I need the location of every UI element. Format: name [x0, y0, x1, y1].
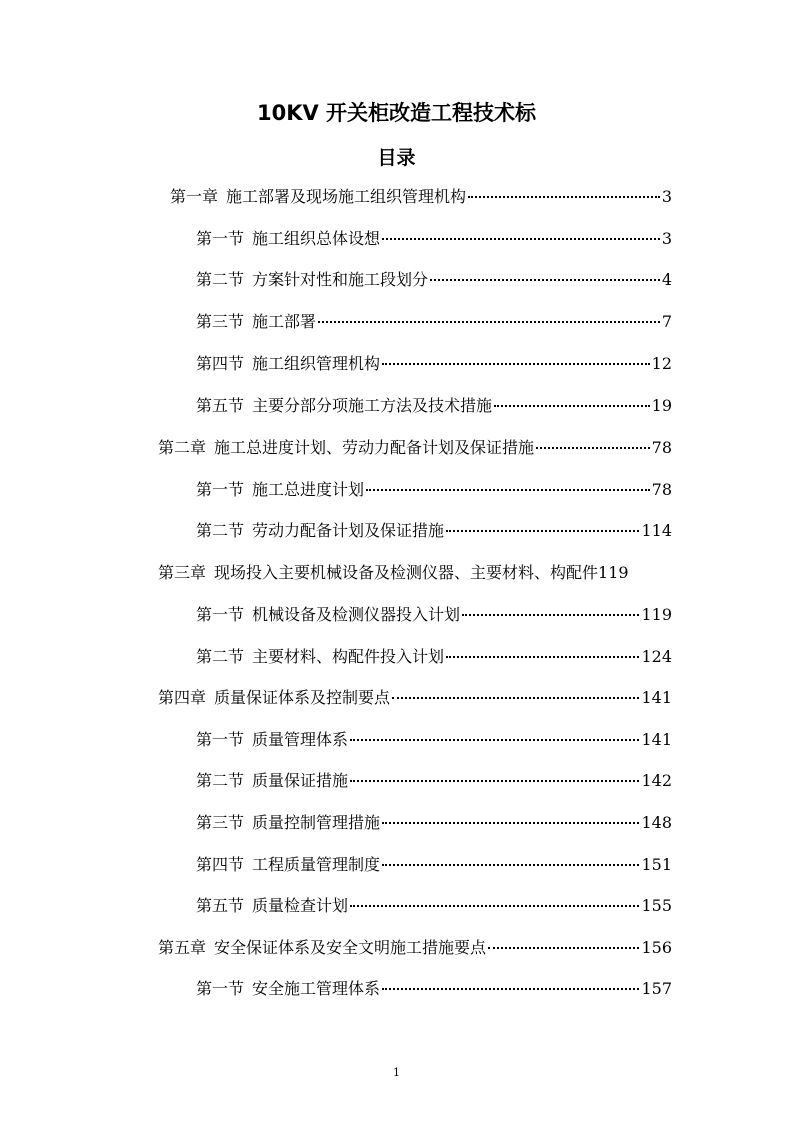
toc-entry-section[interactable]: [196, 603, 672, 627]
toc-entry-section[interactable]: [196, 227, 672, 251]
toc-entry-page: 142: [641, 771, 672, 790]
toc-leader-dots: [392, 697, 639, 699]
toc-entry-section[interactable]: [196, 645, 672, 669]
toc-leader-dots: [382, 363, 650, 365]
toc-entry-section[interactable]: [196, 519, 672, 543]
toc-entry-page: 156: [641, 938, 672, 957]
toc-leader-dots: [446, 530, 639, 532]
document-title: 10KV 开关柜改造工程技术标: [256, 101, 537, 125]
toc-entry-page: 4: [661, 270, 672, 289]
toc-leader-dots: [350, 780, 639, 782]
toc-entry-page: 7: [661, 312, 672, 331]
toc-leader-dots: [468, 196, 660, 198]
toc-entry-title: 质量管理体系: [252, 730, 349, 749]
toc-entry-number: 第三节: [196, 312, 245, 331]
toc-entry-section[interactable]: [196, 352, 672, 376]
toc-entry-page: 141: [641, 688, 672, 707]
toc-entry-title: 质量控制管理措施: [252, 813, 381, 832]
toc-entry-chapter-1[interactable]: [170, 185, 672, 209]
toc-entry-number: 第一节: [196, 229, 245, 248]
toc-leader-dots: [446, 656, 639, 658]
toc-entry-title: 劳动力配备计划及保证措施: [252, 521, 445, 540]
toc-entry-chapter-4[interactable]: [158, 686, 672, 710]
toc-leader-dots: [318, 321, 660, 323]
toc-entry-section[interactable]: [196, 478, 672, 502]
toc-entry-title: 现场投入主要机械设备及检测仪器、主要材料、构配件: [214, 563, 599, 582]
toc-entry-page: 119: [641, 605, 672, 624]
toc-entry-page: 3: [661, 229, 672, 248]
toc-entry-title: 质量检查计划: [252, 896, 349, 915]
toc-heading: 目录: [377, 147, 416, 169]
toc-entry-section[interactable]: [196, 394, 672, 418]
toc-entry-number: 第五章: [158, 938, 207, 957]
toc-entry-title: 方案针对性和施工段划分: [252, 270, 429, 289]
toc-entry-chapter-3[interactable]: [158, 561, 690, 585]
toc-entry-title: 施工总进度计划、劳动力配备计划及保证措施: [214, 438, 535, 457]
toc-entry-section[interactable]: [196, 977, 672, 1001]
toc-entry-section[interactable]: [196, 894, 672, 918]
toc-entry-number: 第四节: [196, 855, 245, 874]
toc-entry-number: 第三节: [196, 813, 245, 832]
toc-entry-page: 157: [641, 979, 672, 998]
toc-entry-number: 第五节: [196, 896, 245, 915]
toc-leader-dots: [494, 405, 650, 407]
toc-entry-title: 机械设备及检测仪器投入计划: [252, 605, 461, 624]
toc-entry-title: 施工部署: [252, 312, 317, 331]
toc-entry-page: 155: [641, 896, 672, 915]
toc-entry-title: 安全保证体系及安全文明施工措施要点: [214, 938, 487, 957]
toc-entry-chapter-2[interactable]: [158, 436, 672, 460]
toc-leader-dots: [350, 739, 639, 741]
toc-entry-title: 主要分部分项施工方法及技术措施: [252, 396, 493, 415]
toc-entry-number: 第一章: [170, 187, 219, 206]
toc-leader-dots: [350, 905, 639, 907]
toc-leader-dots: [366, 489, 650, 491]
toc-entry-number: 第二节: [196, 771, 245, 790]
toc-leader-dots: [536, 447, 650, 449]
toc-entry-page: 78: [651, 438, 672, 457]
toc-entry-page: 148: [641, 813, 672, 832]
toc-entry-number: 第一节: [196, 605, 245, 624]
toc-entry-page: 124: [641, 647, 672, 666]
toc-entry-title: 质量保证措施: [252, 771, 349, 790]
toc-entry-number: 第一节: [196, 480, 245, 499]
toc-entry-number: 第二节: [196, 521, 245, 540]
toc-entry-section[interactable]: [196, 769, 672, 793]
toc-entry-page: 12: [651, 354, 672, 373]
toc-leader-dots: [382, 822, 639, 824]
toc-entry-title: 主要材料、构配件投入计划: [252, 647, 445, 666]
toc-entry-title: 工程质量管理制度: [252, 855, 381, 874]
toc-entry-page: 19: [651, 396, 672, 415]
toc-entry-title: 施工组织总体设想: [252, 229, 381, 248]
toc-entry-page: 119: [598, 563, 629, 582]
toc-entry-page: 78: [651, 480, 672, 499]
toc-entry-number: 第四章: [158, 688, 207, 707]
toc-leader-dots: [462, 614, 639, 616]
toc-entry-chapter-5[interactable]: [158, 936, 672, 960]
toc-entry-page: 3: [661, 187, 672, 206]
toc-entry-title: 安全施工管理体系: [252, 979, 381, 998]
toc-entry-page: 151: [641, 855, 672, 874]
toc-entry-number: 第一节: [196, 730, 245, 749]
toc-entry-number: 第二章: [158, 438, 207, 457]
toc-entry-title: 施工组织管理机构: [252, 354, 381, 373]
toc-entry-section[interactable]: [196, 853, 672, 877]
toc-entry-number: 第二节: [196, 647, 245, 666]
toc-entry-number: 第四节: [196, 354, 245, 373]
toc-entry-page: 141: [641, 730, 672, 749]
page-number: 1: [393, 1066, 400, 1079]
toc-entry-section[interactable]: [196, 268, 672, 292]
toc-entry-number: 第一节: [196, 979, 245, 998]
toc-entry-number: 第五节: [196, 396, 245, 415]
toc-entry-number: 第二节: [196, 270, 245, 289]
toc-entry-title: 施工部署及现场施工组织管理机构: [226, 187, 467, 206]
toc-leader-dots: [382, 988, 639, 990]
toc-entry-title: 质量保证体系及控制要点: [214, 688, 391, 707]
toc-entry-title: 施工总进度计划: [252, 480, 365, 499]
toc-entry-page: 114: [641, 521, 672, 540]
toc-leader-dots: [488, 947, 639, 949]
toc-entry-section[interactable]: [196, 811, 672, 835]
toc-entry-section[interactable]: [196, 310, 672, 334]
toc-entry-section[interactable]: [196, 728, 672, 752]
toc-entry-number: 第三章: [158, 563, 207, 582]
toc-leader-dots: [430, 279, 660, 281]
toc-leader-dots: [382, 864, 639, 866]
toc-leader-dots: [382, 238, 660, 240]
